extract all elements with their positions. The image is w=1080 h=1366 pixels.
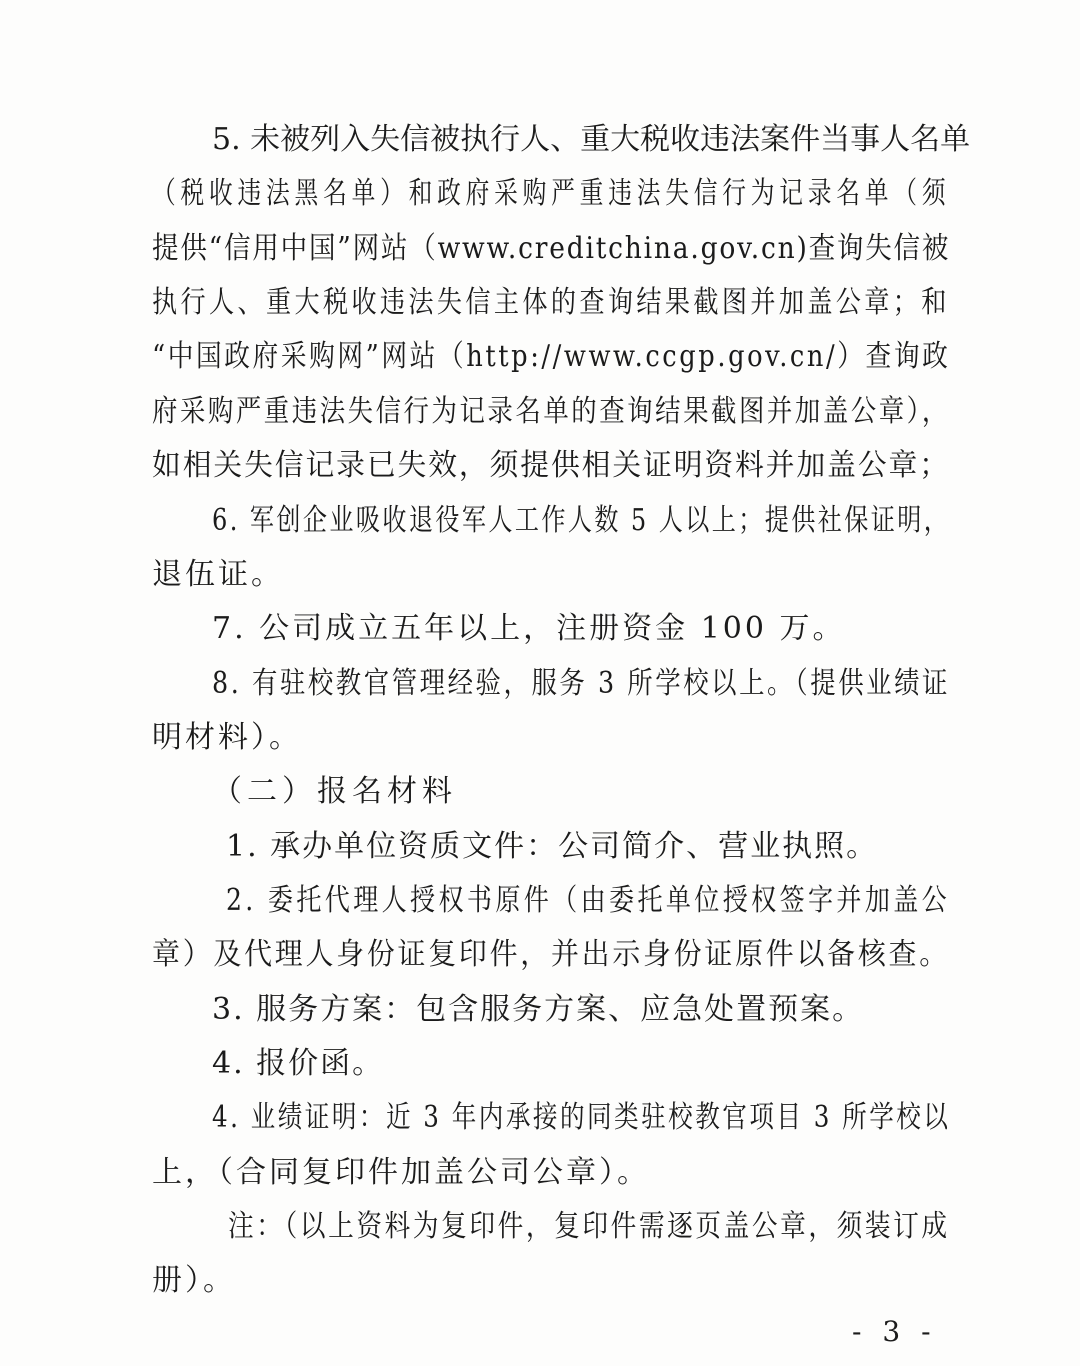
- text-line: 1. 承办单位资质文件：公司简介、营业执照。: [226, 829, 879, 864]
- text-line: 2. 委托代理人授权书原件（由委托单位授权签字并加盖公: [226, 883, 951, 918]
- text-line: 提供“信用中国”网站（www.creditchina.gov.cn)查询失信被: [152, 231, 951, 266]
- text-line: 4. 业绩证明：近 3 年内承接的同类驻校教官项目 3 所学校以: [212, 1100, 951, 1135]
- text-line: 5. 未被列入失信被执行人、重大税收违法案件当事人名单: [212, 122, 971, 157]
- text-line: 如相关失信记录已失效，须提供相关证明资料并加盖公章；: [152, 448, 950, 483]
- text-line: 章）及代理人身份证复印件，并出示身份证原件以备核查。: [152, 937, 950, 972]
- note-line: 册）。: [152, 1263, 236, 1298]
- text-line: 3. 服务方案：包含服务方案、应急处置预案。: [212, 992, 865, 1027]
- page-number: - 3 -: [852, 1315, 937, 1348]
- text-line: 4. 报价函。: [212, 1046, 385, 1081]
- text-line: 明材料）。: [152, 720, 302, 755]
- text-line: 退伍证。: [152, 557, 284, 592]
- note-line: 注：（以上资料为复印件，复印件需逐页盖公章，须装订成: [228, 1209, 950, 1244]
- text-line: 8. 有驻校教官管理经验，服务 3 所学校以上。（提供业绩证: [212, 666, 951, 701]
- text-line: 府采购严重违法失信行为记录名单的查询结果截图并加盖公章），: [152, 394, 950, 429]
- text-line: 7. 公司成立五年以上，注册资金 100 万。: [212, 611, 846, 646]
- text-line: “中国政府采购网”网站（http://www.ccgp.gov.cn/）查询政: [152, 339, 951, 374]
- text-line: 上，（合同复印件加盖公司公章）。: [152, 1155, 650, 1190]
- text-line: 6. 军创企业吸收退役军人工作人数 5 人以上；提供社保证明，: [212, 503, 951, 538]
- section-heading: （二）报名材料: [212, 774, 457, 809]
- text-line: （税收违法黑名单）和政府采购严重违法失信行为记录名单（须: [152, 176, 951, 211]
- text-line: 执行人、重大税收违法失信主体的查询结果截图并加盖公章；和: [152, 285, 950, 320]
